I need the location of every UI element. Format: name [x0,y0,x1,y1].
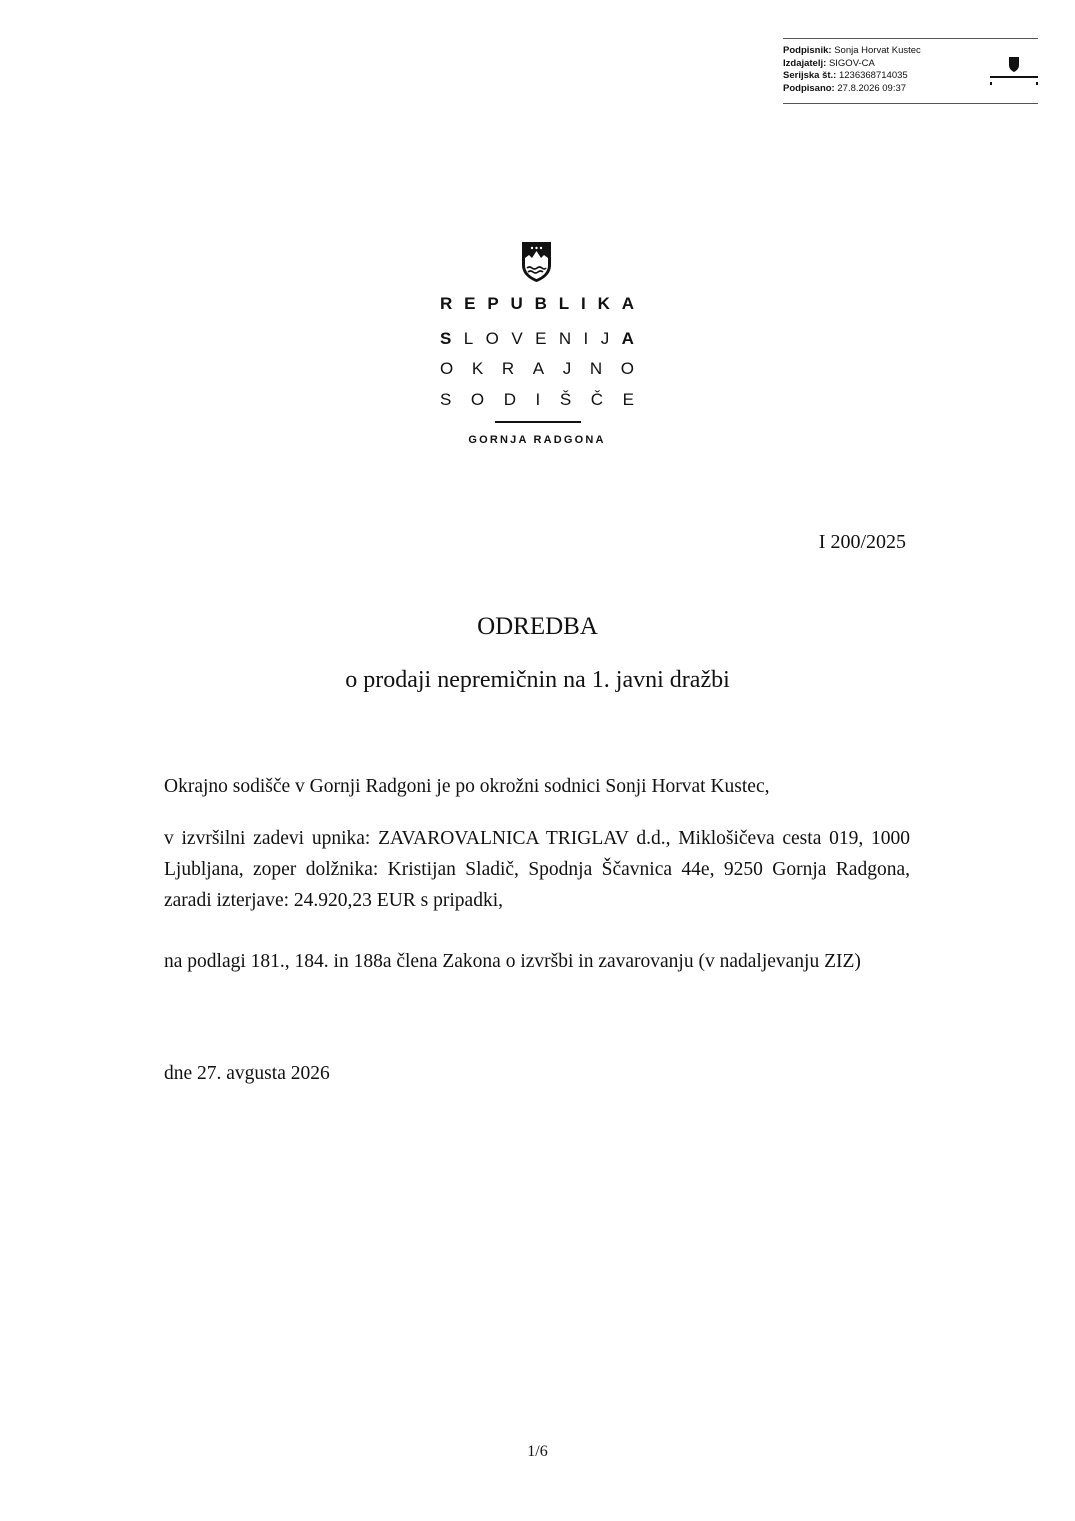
court-letter: N [589,359,603,378]
paragraph-date: dne 27. avgusta 2026 [164,1063,330,1084]
coat-of-arms-icon [990,55,1038,91]
court-letter: R [501,359,515,378]
court-letter: N [558,329,572,348]
court-letter: K [597,294,610,313]
case-number: I 200/2025 [818,531,906,553]
issuer-value: SIGOV-CA [828,57,875,69]
court-letter: Č [590,390,604,409]
court-line-okrajno [440,359,634,379]
court-letter: L [463,329,474,348]
court-letter: V [511,329,523,348]
issuer-label: Izdajatelj: [783,57,827,69]
court-letter: O [470,390,485,409]
court-line-slovenija [440,329,634,349]
court-letter: J [562,359,572,378]
signature-block [783,38,1038,104]
court-letter: K [471,359,484,378]
court-letter: S [440,390,452,409]
court-letter: A [621,329,634,348]
slovenian-coat-of-arms-icon [520,241,553,283]
signer-label: Podpisnik: [783,45,832,56]
court-divider [495,421,581,423]
court-letter: O [440,359,454,378]
court-letter: P [487,294,499,313]
signed-label: Podpisano: [783,82,835,94]
court-letter: I [583,329,589,348]
page-number: 1/6 [527,1443,548,1460]
court-line-republika [440,294,634,314]
paragraph-parties: v izvršilni zadevi upnika: ZAVAROVALNICA TRIGLAV d.d., Miklošičeva cesta 019, 1000 Ljubljana, zoper dolžnika: Kristijan Sladič, Spodnja Ščavnica 44e, 9250 Gornja Radgona, zaradi izterjave: 24.920,23 EUR s pripadki, [164,828,910,911]
document-subtitle: o prodaji nepremičnin na 1. javni dražbi [345,667,730,693]
court-line-sodisce [440,390,634,410]
court-letter: U [510,294,523,313]
court-letter: E [622,390,634,409]
court-letter: L [558,294,570,313]
court-letter: O [620,359,634,378]
signer-value: Sonja Horvat Kustec [834,45,921,56]
court-location: GORNJA RADGONA [468,434,606,446]
court-letter: A [532,359,545,378]
signed-value: 27.8.2026 09:37 [837,82,907,94]
paragraph-court: Okrajno sodišče v Gornji Radgoni je po okrožni sodnici Sonji Horvat Kustec, [164,776,770,797]
paragraph-legal-basis: na podlagi 181., 184. in 188a člena Zakona o izvršbi in zavarovanju (v nadaljevanju ZIZ) [164,951,861,972]
court-letter: R [440,294,453,313]
court-letter: J [600,329,610,348]
court-letter: E [535,329,547,348]
court-letter: O [485,329,499,348]
court-letter: Š [559,390,572,409]
court-letter: A [621,294,634,313]
court-letter: I [535,390,541,409]
court-letter: B [534,294,547,313]
court-letter: S [440,329,452,348]
document-title: ODREDBA [477,613,598,640]
court-letter: I [580,294,586,313]
court-letter: E [464,294,476,313]
serial-label: Serijska št.: [783,70,837,81]
serial-value: 1236368714035 [838,70,908,81]
court-letter: D [503,390,516,409]
